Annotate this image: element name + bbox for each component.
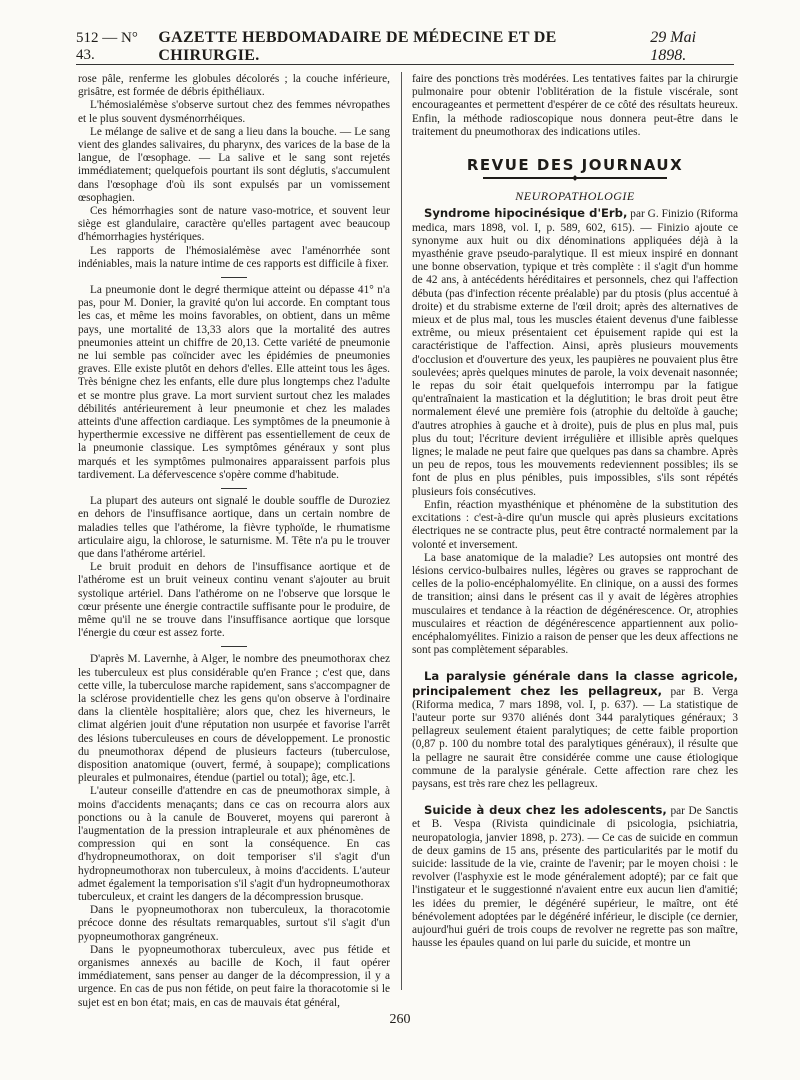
paragraph: L'hémosialémèse s'observe surtout chez des femmes névropathes et le plus souvent dysménorrhéiques. xyxy=(78,99,390,125)
article-body: par G. Finizio (Riforma medica, mars 1898, vol. I, p. 589, 602, 615). — Finizio ajoute ce synonyme aux huit ou dix dénominations appliquées déjà à la myasthénie grave pseudo-paralytique. Il est mieux inspiré en donnant une bonne observation, typique et très complète : il s'agit d'un homme de 42 ans, à antécédents héréditaires et personnels, chez qui l'affection débuta (pas d'infection récente préalable) par du ptosis (plus accentué à droite) et du strabisme externe de l'œil droit; après des alternatives de mieux et de plus mal, tous les muscles étaient devenus d'une faiblesse extrême, ou mieux présentaient cet épuisement rapide qui est la caractéristique de l'affection. Ainsi, après plusieurs mouvements d'occlusion et d'ouverture des yeux, les paupières ne pouvaient plus être soulevées; après quelques minutes de parole, la voix devenait nasonnée; le repas du soir était quelquefois interrompu par la fatigue qu'entraînaient la mastication et la déglutition; le bras droit peut être normalement élevé une première fois (atrophie du deltoïde à gauche; d'autres atrophies à gauche et à droite), puis de plus en plus mal, puis plus du tout; l'écriture devient irrégulière et illisible après quelques lignes; le malade ne peut faire que quelques pas dans sa chambre. Après un peu de repos, tous les mouvements redeviennent possibles; ils se font de plus en plus pénibles, puis impossibles, s'ils sont répétés plusieurs fois consécutives. xyxy=(412,208,738,498)
ornamental-rule xyxy=(412,176,738,180)
page-reference: 512 — N° 43. xyxy=(76,30,138,63)
paragraph: Le bruit produit en dehors de l'insuffisance aortique et de l'athérome est un bruit veineux continu venant s'ajouter au bruit systolique artériel. Dans l'athérome on ne l'observe que lorsque le cœur présente une énergie contractile suffisante pour le produire, de même qu'il ne se trouve dans l'insuffisance aortique que lorsque l'énergie du cœur est assez forte. xyxy=(78,561,390,640)
paragraph: La pneumonie dont le degré thermique atteint ou dépasse 41° n'a pas, pour M. Donier, la gravité qu'on lui accorde. En comptant tous les cas, et même les moins favorables, on obtient, dans un même pays, une mortalité de 13,33 alors que la mortalité des autres pneumonies atteint un chiffre de 20,13. Cette variété de pneumonie ne lui semble pas coïncider avec les épidémies de pneumonies graves. Elle existe plutôt en dehors d'elles. Elle atteint tous les âges. Très bénigne chez les enfants, elle dure plus longtemps chez l'adulte et se montre plus grave. La mort survient surtout chez les malades débilités antérieurement à leur pneumonie et chez les malades atteints d'une affection cardiaque. Les symptômes de la pneumonie à hyperthermie excessive ne diffèrent pas essentiellement de ceux de la pneumonie classique. Les symptômes généraux y sont plus marqués et les symptômes pulmonaires apparaissent parfois plus tardivement. La défervescence s'opère comme d'habitude. xyxy=(78,284,390,481)
separator-rule xyxy=(221,646,247,647)
page-number: 260 xyxy=(389,1012,411,1027)
separator-rule xyxy=(221,277,247,278)
right-column xyxy=(412,73,738,950)
article-paralysie-generale xyxy=(412,670,738,791)
paragraph: Les rapports de l'hémosialémèse avec l'aménorrhée sont indéniables, mais la nature intime de ces rapports est difficile à fixer. xyxy=(78,244,390,270)
paragraph: Dans le pyopneumothorax tuberculeux, avec pus fétide et organismes annexés au bacille de Koch, il faut opérer immédiatement, sans penser au danger de la décompression, il y a urgence. En cas de pus non fétide, on peut faire la thoracotomie si le sujet est en bon état; mais, en cas de mauvais état général, xyxy=(78,943,390,1009)
paragraph: rose pâle, renferme les globules décolorés ; la couche inférieure, grisâtre, est formée de débris épithéliaux. xyxy=(78,73,390,99)
subsection-title: NEUROPATHOLOGIE xyxy=(515,189,635,204)
paragraph: La plupart des auteurs ont signalé le double souffle de Duroziez en dehors de l'insuffisance aortique, dans un certain nombre de maladies telles que l'athérome, la fièvre typhoïde, le rhumatisme articulaire aigu, la chlorose, le saturnisme. M. Tête n'a pu le trouver que dans l'athérome artériel. xyxy=(78,495,390,560)
left-column xyxy=(78,73,390,1010)
article-suicide-adolescents xyxy=(412,804,738,950)
journal-title: GAZETTE HEBDOMADAIRE DE MÉDECINE ET DE CHIRURGIE. xyxy=(158,29,557,64)
article-body: par De Sanctis et B. Vespa (Rivista quindicinale di psicologia, psichiatria, neuropatologia, janvier 1898, p. 273). — Ce cas de suicide en commun de deux gamins de 15 ans, présente des particularités par le motif du suicide: lassitude de la vie, crainte de l'avenir; par le moyen choisi : le revolver (l'asphyxie est le mode généralement adopté); par ce fait que l'instigateur et le suggestionné n'avaient entre eux aucun lien d'amitié; les idées du premier, le dégénéré supérieur, le maître, ont été bénévolement adoptées par le dégénéré inférieur, le disciple (ce dernier, aujourd'hui guéri de trois coups de revolver ne regrette pas son maître, hausse les épaules quand on lui parle du suicide, et montre un xyxy=(412,805,739,950)
paragraph: Le mélange de salive et de sang a lieu dans la bouche. — Le sang vient des glandes salivaires, du pharynx, des varices de la base de la langue, de l'œsophage. — La salive et le sang sont rejetés immédiatement; quelquefois pourtant ils sont déglutis, s'accumulent dans l'œsophage d'où ils sont expulsés par un vomissement œsophagien. xyxy=(78,125,390,204)
paragraph: La base anatomique de la maladie? Les autopsies ont montré des lésions cervico-bulbaires nulles, légères ou graves se rapprochant de celles de la polio-encéphalomyélite. En clinique, on a aussi des formes de transition; ainsi dans le présent cas il y avait de légères atrophies musculaires et tendance à la réaction de dégénérescence. Or, atrophies musculaires et réaction de dégénérescence appartiennent aux polio-encéphalomyélites. Finizio a raison de penser que les deux affections ne sont pas complètement séparables. xyxy=(412,551,738,657)
article-title: Syndrome hipocinésique d'Erb, xyxy=(424,206,628,221)
header-rule xyxy=(76,64,734,65)
column-divider xyxy=(401,72,402,990)
article-title: La paralysie générale dans la classe agricole, principalement chez les pellagreux, xyxy=(412,669,738,698)
paragraph: Dans le pyopneumothorax non tuberculeux, la thoracotomie précoce donne des résultats remarquables, surtout s'il s'agit d'un pyopneumothorax gangréneux. xyxy=(78,904,390,943)
paragraph: Enfin, réaction myasthénique et phénomène de la substitution des excitations : c'est-à-dire qu'un muscle qui après plusieurs excitations électriques ne se contracte plus, peut être contracté normalement par la volonté et inversement. xyxy=(412,498,738,551)
page-header xyxy=(76,30,734,64)
article-syndrome-erb xyxy=(412,207,738,498)
paragraph: D'après M. Lavernhe, à Alger, le nombre des pneumothorax chez les tuberculeux est plus considérable qu'en France ; c'est que, dans cette ville, la tuberculose marche rapidement, sans s'accompagner de la sclérose providentielle chez les gens qu'on observe à l'ordinaire dans la clientèle hospitalière; alors que, chez les hiverneurs, le climat algérien jouit d'une réputation non usurpée et favorise l'arrêt des lésions tuberculeuses en cours de développement. Le pronostic du pneumothorax dépend de plusieurs facteurs (tuberculose, disposition anatomique (ouvert, fermé, à soupape); complications pleurales et pulmonaires, étendue (partiel ou total); âge, etc.]. xyxy=(78,653,390,785)
section-title: REVUE DES JOURNAUX xyxy=(466,156,684,175)
issue-date: 29 Mai 1898. xyxy=(650,29,697,64)
article-body: par B. Verga (Riforma medica, 7 mars 1898, vol. I, p. 637). — La statistique de l'auteur porte sur 9370 aliénés dont 344 paralytiques généraux; 3 pellagreux seulement étaient paralytiques; de cette faible proportion (0,87 p. 100 du nombre total des paralytiques généraux), il résulte que la pellagre ne saurait être considérée comme une cause étiologique commune de la paralysie générale. Cette affection rare chez les paysans, est très rare chez les pellagreux. xyxy=(412,685,738,790)
paragraph: Ces hémorrhagies sont de nature vaso-motrice, et souvent leur siège est glandulaire, caractère qu'elles partagent avec beaucoup d'hémorrhagies hystériques. xyxy=(78,205,390,244)
paragraph: faire des ponctions très modérées. Les tentatives faites par la chirurgie pulmonaire pour obtenir l'oblitération de la fistule viscérale, sont encourageantes et permettent d'espérer de ce côté des résultats heureux. Enfin, la méthode radioscopique nous donnera peut-être dans le traitement du pneumothorax des indications utiles. xyxy=(412,73,738,138)
separator-rule xyxy=(221,488,247,489)
article-title: Suicide à deux chez les adolescents, xyxy=(424,803,667,818)
paragraph: L'auteur conseille d'attendre en cas de pneumothorax simple, à moins d'accidents menaçants; dans ce cas on recourra alors aux ponctions ou à la canule de Bouveret, moyens qui pareront à l'augmentation de la pression intrapleurale et aux phénomènes de compression qui en sont la conséquence. En cas d'hydropneumothorax, on doit temporiser s'il s'agit d'un hydropneumothorax non tuberculeux, à moins d'accidents. L'auteur admet également la temporisation s'il s'agit d'un hydropneumothorax tuberculeux, et craint les dangers de la décompression brusque. xyxy=(78,785,390,903)
